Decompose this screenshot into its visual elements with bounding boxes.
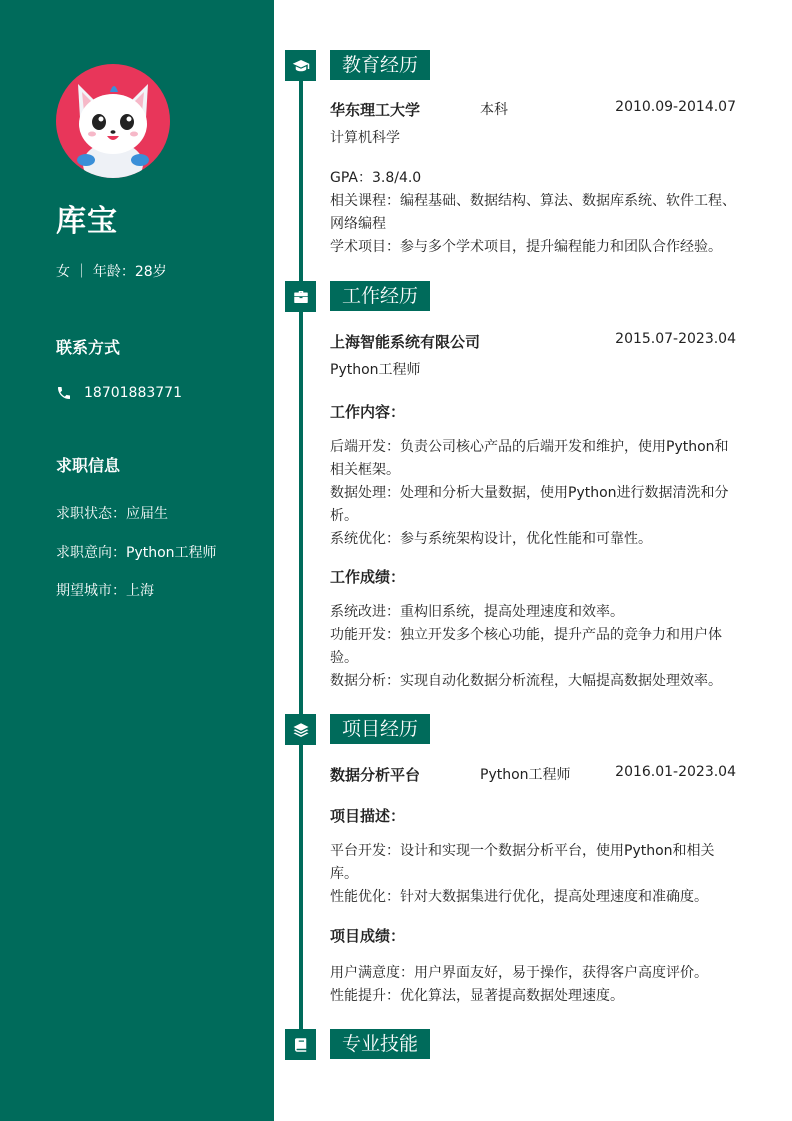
work-result-line: 系统改进：重构旧系统，提高处理速度和效率。	[330, 604, 624, 620]
education-icon-box	[285, 50, 316, 81]
project-desc-line: 平台开发：设计和实现一个数据分析平台，使用Python和相关	[330, 843, 715, 859]
phone-row	[56, 385, 182, 401]
briefcase-icon	[292, 288, 310, 306]
basic-info: 女 ｜ 年龄：28岁	[56, 264, 167, 280]
work-content-line: 后端开发：负责公司核心产品的后端开发和维护，使用Python和	[330, 439, 729, 455]
education-title: 教育经历	[330, 50, 430, 80]
work-result-line: 数据分析：实现自动化数据分析流程，大幅提高数据处理效率。	[330, 673, 722, 689]
major: 计算机科学	[330, 130, 400, 146]
phone-number[interactable]: 18701883771	[84, 385, 182, 401]
phone-icon	[56, 385, 72, 401]
contact-heading: 联系方式	[56, 338, 121, 357]
project-results-heading: 项目成绩：	[330, 927, 406, 945]
project-desc-line: 库。	[330, 866, 358, 882]
job-heading: 求职信息	[56, 456, 121, 475]
degree: 本科	[480, 102, 508, 118]
project-title: 项目经历	[330, 714, 430, 744]
position: Python工程师	[330, 362, 421, 378]
work-content-line: 相关框架。	[330, 462, 400, 478]
work-content-heading: 工作内容：	[330, 403, 406, 421]
company-name: 上海智能系统有限公司	[330, 333, 481, 351]
school-name: 华东理工大学	[330, 101, 421, 119]
work-content-line: 系统优化：参与系统架构设计，优化性能和可靠性。	[330, 531, 652, 547]
work-results-heading: 工作成绩：	[330, 568, 406, 586]
work-period: 2015.07-2023.04	[615, 331, 736, 347]
education-line: GPA：3.8/4.0	[330, 170, 422, 186]
graduation-cap-icon	[292, 57, 310, 75]
project-name: 数据分析平台	[330, 766, 421, 784]
education-line: 网络编程	[330, 216, 386, 232]
project-period: 2016.01-2023.04	[615, 764, 736, 780]
skills-icon-box	[285, 1029, 316, 1060]
project-result-line: 用户满意度：用户界面友好，易于操作，获得客户高度评价。	[330, 965, 708, 981]
job-status: 求职状态：应届生	[56, 506, 168, 522]
education-line: 学术项目：参与多个学术项目，提升编程能力和团队合作经验。	[330, 239, 722, 255]
education-line: 相关课程：编程基础、数据结构、算法、数据库系统、软件工程、	[330, 193, 736, 209]
work-title: 工作经历	[330, 281, 430, 311]
book-icon	[292, 1036, 310, 1054]
education-period: 2010.09-2014.07	[615, 99, 736, 115]
skills-title: 专业技能	[330, 1029, 430, 1059]
candidate-name: 库宝	[56, 204, 118, 239]
avatar	[56, 64, 170, 178]
project-role: Python工程师	[480, 767, 571, 783]
cat-mascot-icon	[56, 64, 170, 178]
project-result-line: 性能提升：优化算法，显著提高数据处理速度。	[330, 988, 624, 1004]
timeline-line	[299, 62, 303, 1052]
project-icon-box	[285, 714, 316, 745]
layers-icon	[292, 721, 310, 739]
work-result-line: 验。	[330, 650, 358, 666]
work-result-line: 功能开发：独立开发多个核心功能，提升产品的竞争力和用户体	[330, 627, 722, 643]
work-content-line: 析。	[330, 508, 358, 524]
work-icon-box	[285, 281, 316, 312]
job-intent: 求职意向：Python工程师	[56, 545, 217, 561]
project-desc-line: 性能优化：针对大数据集进行优化，提高处理速度和准确度。	[330, 889, 708, 905]
job-city: 期望城市：上海	[56, 583, 154, 599]
work-content-line: 数据处理：处理和分析大量数据，使用Python进行数据清洗和分	[330, 485, 729, 501]
project-desc-heading: 项目描述：	[330, 807, 406, 825]
sidebar	[0, 0, 274, 1121]
